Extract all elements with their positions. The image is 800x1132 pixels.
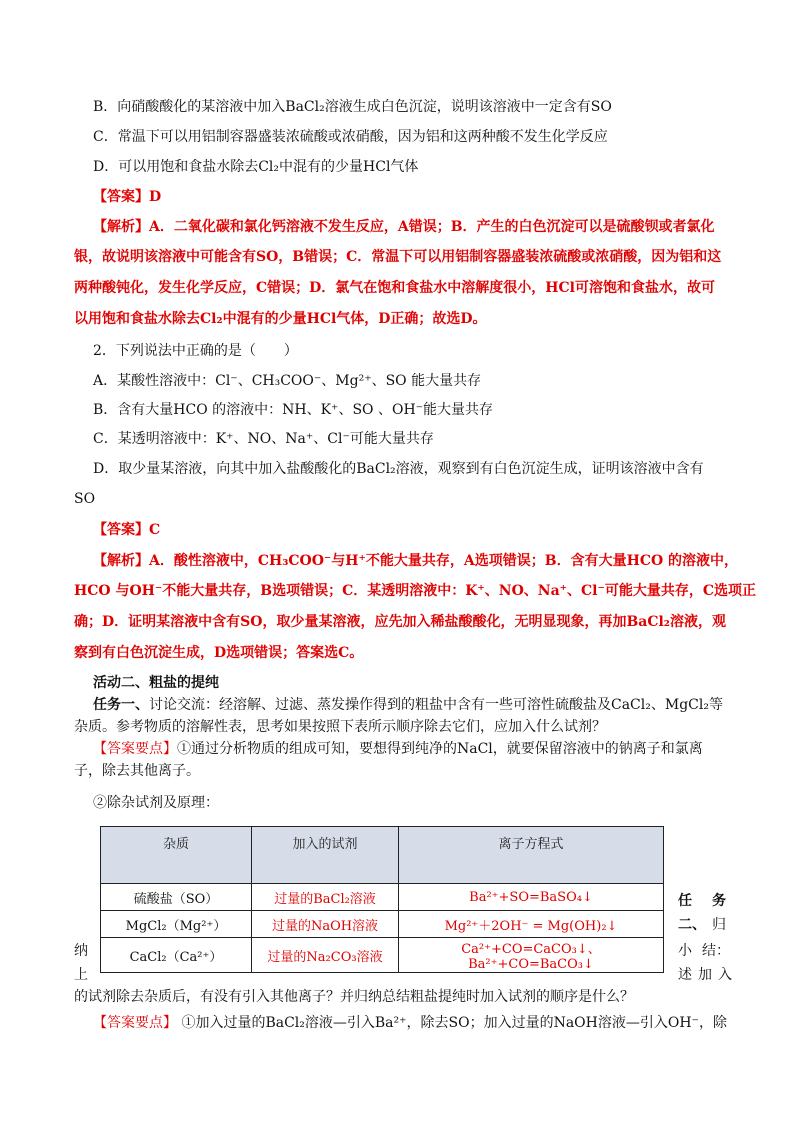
question-2-option-a: A．某酸性溶液中：Cl⁻、CH₃COO⁻、Mg²⁺、SO 能大量共存: [93, 373, 482, 389]
analysis-line: 两种酸钝化，发生化学反应，C错误；D．氯气在饱和食盐水中溶解度很小，HCl可溶饱和食盐水，故可: [74, 280, 715, 296]
question-2-stem: 2．下列说法中正确的是（ ）: [93, 343, 298, 359]
reagents-heading: ②除杂试剂及原理：: [93, 795, 219, 811]
side-text: 入: [718, 967, 732, 983]
table-cell: 过量的BaCl₂溶液: [252, 884, 399, 911]
side-text: 纳: [74, 943, 88, 959]
analysis-line: 【解析】A．酸性溶液中，CH₃COO⁻与H⁺不能大量共存，A选项错误；B．含有大量HCO 的溶液中，: [93, 553, 739, 569]
task-one-text: 讨论交流：经溶解、过滤、蒸发操作得到的粗盐中含有一些可溶性硫酸盐及CaCl₂、MgCl₂等: [149, 697, 723, 713]
option-c-line: C．常温下可以用铝制容器盛装浓硫酸或浓硝酸，因为铝和这两种酸不发生化学反应: [93, 129, 608, 145]
table-cell: Ca²⁺+CO=CaCO₃↓、Ba²⁺+CO=BaCO₃↓: [399, 938, 664, 973]
answer-line: 【答案】C: [93, 522, 161, 538]
analysis-line: HCO 与OH⁻不能大量共存，B选项错误；C．某透明溶液中：K⁺、NO、Na⁺、Cl⁻可能大量共存，C选项正: [74, 583, 757, 599]
side-text: 归: [712, 917, 726, 933]
table-cell: Mg²⁺＋2OH⁻ = Mg(OH)₂↓: [399, 911, 664, 938]
side-text: 上: [74, 967, 88, 983]
table-cell: 过量的NaOH溶液: [252, 911, 399, 938]
table-header-row: [101, 827, 664, 884]
table-cell: CaCl₂（Ca²⁺）: [101, 938, 252, 973]
task-one-label: 任务一、: [93, 697, 149, 713]
table-cell: 过量的Na₂CO₃溶液: [252, 938, 399, 973]
answer-key-label: 【答案要点】: [93, 741, 177, 757]
side-text: 加: [698, 967, 712, 983]
table-row: [101, 911, 664, 938]
question-2-option-d-cont: SO: [74, 491, 96, 507]
table-row: [101, 938, 664, 973]
answer-key-line: [93, 1012, 753, 1034]
answer-key-text: ①加入过量的BaCl₂溶液—引入Ba²⁺，除去SO；加入过量的NaOH溶液—引入OH⁻，除: [177, 1015, 727, 1031]
table-cell: Ba²⁺+SO=BaSO₄↓: [399, 884, 664, 911]
option-d-line: D．可以用饱和食盐水除去Cl₂中混有的少量HCl气体: [93, 159, 419, 175]
side-text: 二、: [678, 917, 706, 933]
table-row: [101, 884, 664, 911]
side-text: 务: [712, 893, 726, 909]
option-b-line: B．向硝酸酸化的某溶液中加入BaCl₂溶液生成白色沉淀，说明该溶液中一定含有SO: [93, 99, 612, 115]
answer-key-line: [93, 738, 753, 760]
side-text: 结：: [702, 943, 730, 959]
task-two-line: 的试剂除去杂质后，有没有引入其他离子？并归纳总结粗盐提纯时加入试剂的顺序是什么？: [74, 989, 634, 1005]
impurity-table: [100, 826, 664, 973]
analysis-line: 察到有白色沉淀生成，D选项错误；答案选C。: [74, 645, 364, 661]
task-one-line-2: 杂质。参考物质的溶解性表，思考如果按照下表所示顺序除去它们，应加入什么试剂？: [74, 719, 606, 735]
answer-key-label: 【答案要点】: [93, 1015, 177, 1031]
question-2-option-c: C．某透明溶液中：K⁺、NO、Na⁺、Cl⁻可能大量共存: [93, 431, 434, 447]
question-2-option-b: B．含有大量HCO 的溶液中：NH、K⁺、SO 、OH⁻能大量共存: [93, 402, 494, 418]
analysis-line: 【解析】A．二氧化碳和氯化钙溶液不发生反应，A错误；B．产生的白色沉淀可以是硫酸钡或者氯化: [93, 219, 715, 235]
analysis-line: 银，故说明该溶液中可能含有SO，B错误；C．常温下可以用铝制容器盛装浓硫酸或浓硝酸，因为铝和这: [74, 249, 722, 265]
table-cell: MgCl₂（Mg²⁺）: [101, 911, 252, 938]
side-text: 述: [678, 967, 692, 983]
task-one-line: [93, 694, 753, 716]
answer-key-text: ①通过分析物质的组成可知，要想得到纯净的NaCl，就要保留溶液中的钠离子和氯离: [177, 741, 703, 757]
side-text: 小: [678, 943, 692, 959]
side-text: 任: [678, 893, 692, 909]
answer-key-line-2: 子，除去其他离子。: [74, 763, 200, 779]
table-header-cell: 杂质: [101, 827, 252, 884]
table-header-cell: 加入的试剂: [252, 827, 399, 884]
question-2-option-d: D．取少量某溶液，向其中加入盐酸酸化的BaCl₂溶液，观察到有白色沉淀生成，证明该溶液中含有: [93, 461, 704, 477]
answer-line: 【答案】D: [93, 189, 162, 205]
table-header-cell: 离子方程式: [399, 827, 664, 884]
analysis-line: 以用饱和食盐水除去Cl₂中混有的少量HCl气体，D正确；故选D。: [74, 311, 487, 327]
table-cell: 硫酸盐（SO）: [101, 884, 252, 911]
section-heading: 活动二、粗盐的提纯: [93, 675, 219, 691]
analysis-line: 确；D．证明某溶液中含有SO，取少量某溶液，应先加入稀盐酸酸化，无明显现象，再加BaCl₂溶液，观: [74, 614, 726, 630]
